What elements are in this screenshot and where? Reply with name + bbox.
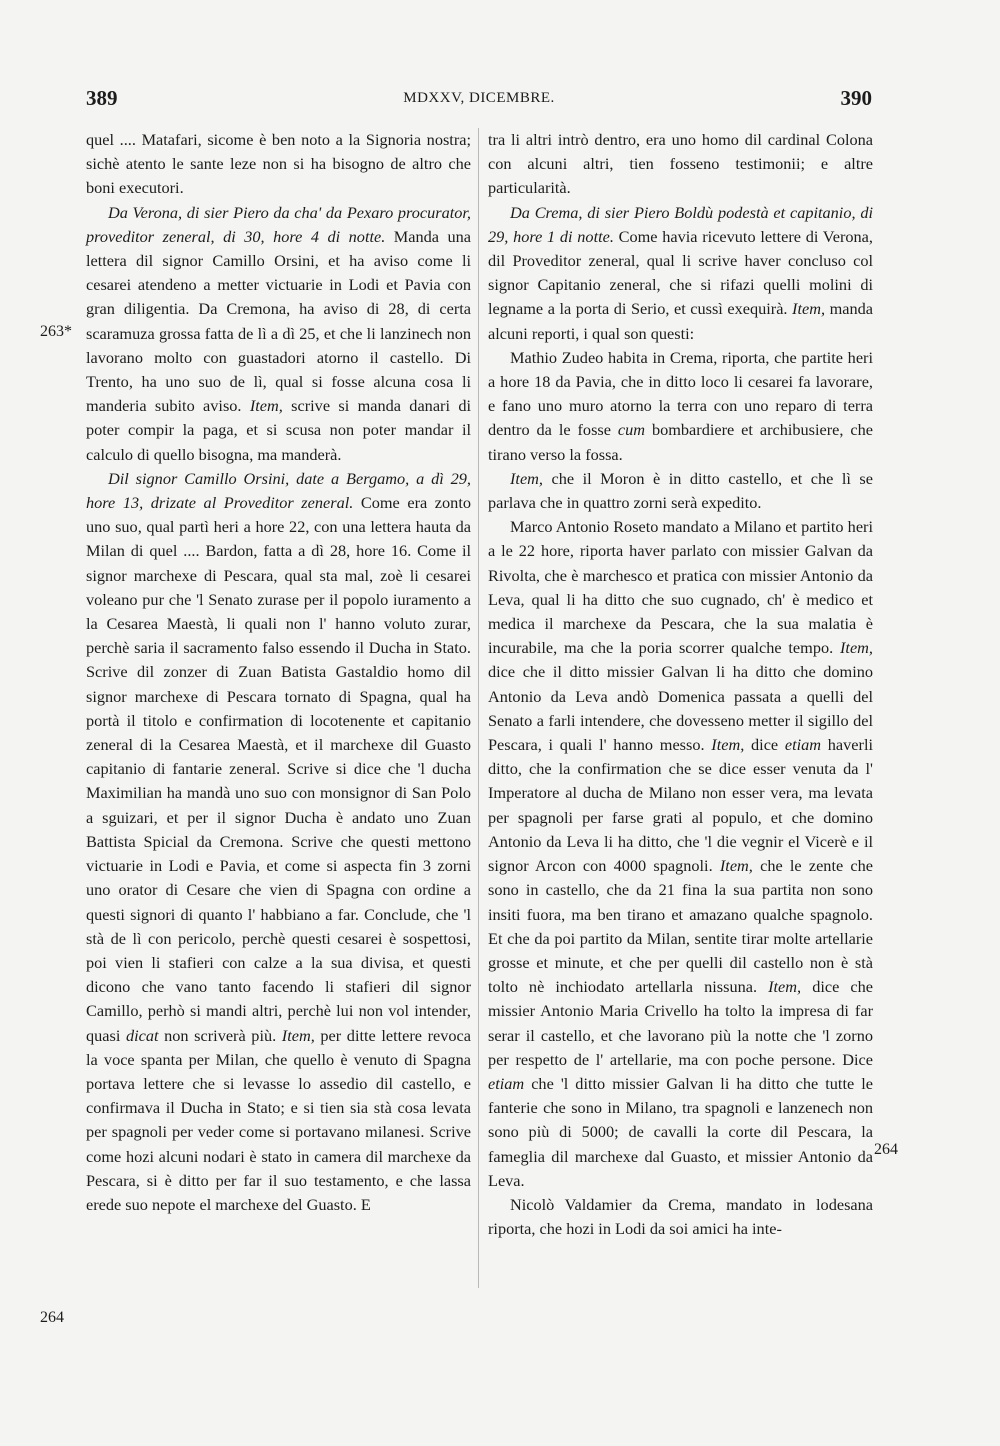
paragraph: Da Crema, di sier Piero Boldù podestà et capitanio, di 29, hore 1 di notte. Come havia ricevuto lettere di Verona, dil Proveditor zeneral, qual li scrive haver concluso col signor Capitanio zeneral, che si rifazi quelli molini di legname a la porta di Serio, et cussì exequirà. Item, manda alcuni reporti, i qual son questi: [488, 202, 873, 343]
margin-note: 263* [40, 323, 72, 340]
margin-note: 264 [40, 1309, 64, 1326]
page-number-left: 389 [86, 86, 118, 110]
margin-note: 264 [874, 1141, 898, 1158]
right-column [488, 128, 873, 1241]
running-title: MDXXV, DICEMBRE. [403, 90, 555, 106]
paragraph: tra li altri intrò dentro, era uno homo dil cardinal Colona con alcuni altri, tien fosseno testimonii; e altre particularità. [488, 130, 873, 198]
page-number-right: 390 [840, 86, 872, 110]
column-divider [478, 128, 479, 1288]
paragraph: Marco Antonio Roseto mandato a Milano et partito heri a le 22 hore, riporta haver parlato con missier Galvan da Rivolta, che è marchesco et pratica con missier Antonio da Leva, qual li ha ditto che suo cugnado, ch' è medico et medica il marchexe da Pescara, che la sua malatia è incurabile, ma che la poria scorrer qualche tempo. Item, dice che il ditto missier Galvan li ha ditto che domino Antonio da Leva andò Domenica passata a quelli del Senato a farli intendere, che dovesseno metter il sigillo del Pescara, i quali l' hanno messo. Item, dice etiam haverli ditto, che la confirmation che se dice esser venuta da l' Imperatore al ducha de Milano non esser vera, ma levata per spagnoli per farse grati al populo, et che domino Antonio da Leva li ha ditto, che 'l die vegnir el Vicerè e il signor Arcon con 4000 spagnoli. Item, che le zente che sono in castello, che da 21 fina la sua partita non sono insiti fuora, ma ben tirano et amazano qualche spagnolo. Et che da poi partito da Milan, sentite tirar molte artellarie grosse et minute, et che per quelli dil castello non è stà tolto nè inchiodato artellarla nissuna. Item, dice che missier Antonio Maria Crivello ha tolto la impresa di far serar il castello, et che lavorano più la notte che 'l zorno per respetto de l' artellarie, ma con poche persone. Dice etiam che 'l ditto missier Galvan li ha ditto che tutte le fanterie che sono in Milano, tra spagnoli e lanzenech non sono più di 5000; de cavalli la corte dil Pescara, la fameglia dil marchexe dal Guasto, et missier Antonio da Leva. [488, 517, 874, 1190]
paragraph: Item, che il Moron è in ditto castello, et che lì se parlava che in quattro zorni serà expedito. [488, 468, 873, 513]
dispatch-heading: Da Verona, di sier Piero da cha' da Pexaro procurator, proveditor zeneral, di 30, hore 4 di notte. [86, 202, 471, 246]
paragraph: Nicolò Valdamier da Crema, mandato in lodesana riporta, che hozi in Lodi da soi amici ha inte- [488, 1194, 873, 1239]
dispatch-heading: Dil signor Camillo Orsini, date a Bergamo, a dì 29, hore 13, drizate al Proveditor zeneral. [86, 468, 471, 513]
paragraph: Mathio Zudeo habita in Crema, riporta, che partite heri a hore 18 da Pavia, che in ditto loco li cesarei fa lavorare, e fano uno muro atorno la terra con uno reparo di terra dentro da le fosse cum bombardiere et archibusiere, che tirano verso la fossa. [488, 347, 873, 464]
left-column [86, 128, 471, 1217]
paragraph: Da Verona, di sier Piero da cha' da Pexaro procurator, proveditor zeneral, di 30, hore 4 di notte. Manda una lettera dil signor Camillo Orsini, et ha aviso come li cesarei atendeno a metter victuarie in Lodi et Pavia con gran diligentia. Da Cremona, ha aviso di 28, di certa scaramuza grossa fatta de lì a dì 25, et che li lanzinech non lavorano molto con guastadori atorno il castello. Di Trento, ha uno suo de lì, qual si fosse alcuna cosa li manderia subito aviso. Item, scrive si manda danari di poter compir la paga, et si scusa non poter mandar il calculo di quello bisogna, ma manderà. [86, 202, 472, 464]
paragraph: quel .... Matafari, sicome è ben noto a la Signoria nostra; sichè atento le sante leze non si ha bisogno de altro che boni executori. [86, 130, 471, 198]
paragraph: Dil signor Camillo Orsini, date a Bergamo, a dì 29, hore 13, drizate al Proveditor zeneral. Come era zonto uno suo, qual partì heri a hore 22, con una lettera hauta da Milan di quel .... Bardon, fatta a dì 28, hore 16. Come il signor marchexe di Pescara, qual sta mal, zoè li cesarei voleano pur che 'l Senato zurase per il popolo iuramento a la Cesarea Maestà, li quali non l' hanno voluto zurar, perchè saria il sacramento falso essendo il Ducha in Stato. Scrive dil zonzer di Zuan Batista Gastaldio homo dil signor marchexe di Pescara tornato di Spagna, qual ha portà il titolo e confirmation di locotenente et capitanio zeneral di la Cesarea Maestà, et il marchexe dil Guasto capitanio di fantarie zeneral. Scrive si dice che 'l ducha Maximilian ha mandà uno suo con monsignor di San Polo a sguizari, et per il signor Ducha è andato uno Zuan Battista Spicial da Cremona. Scrive che questi mettono victuarie in Lodi e Pavia, et come si aspecta fin 3 zorni uno orator di Cesare che vien di Spagna con ordine a questi signori di quanto l' habbiano a far. Conclude, che 'l stà de lì con pericolo, perchè questi cesarei è sospettosi, poi vien li stafieri con calze a la sua divisa, et questi dicono che vano tanto facendo li stafieri dil signor Camillo, perhò si mandi altri, perchè lui non vol intender, quasi dicat non scriverà più. Item, per ditte lettere revoca la voce spanta per Milan, che quello è venuto di Spagna portava lettere che si levasse lo assedio dil castello, e confirmava il Ducha in Stato; e si tien sia stà cosa levata per spagnoli per veder come si portavano milanesi. Scrive come hozi alcuni nodari è stato in camera dil marchexe da Pescara, si è ditto per far il suo testamento, e che lassa erede suo nepote el marchexe del Guasto. E [86, 468, 472, 1214]
dispatch-heading: Da Crema, di sier Piero Boldù podestà et capitanio, di 29, hore 1 di notte. [488, 202, 873, 246]
page-header [86, 86, 872, 116]
